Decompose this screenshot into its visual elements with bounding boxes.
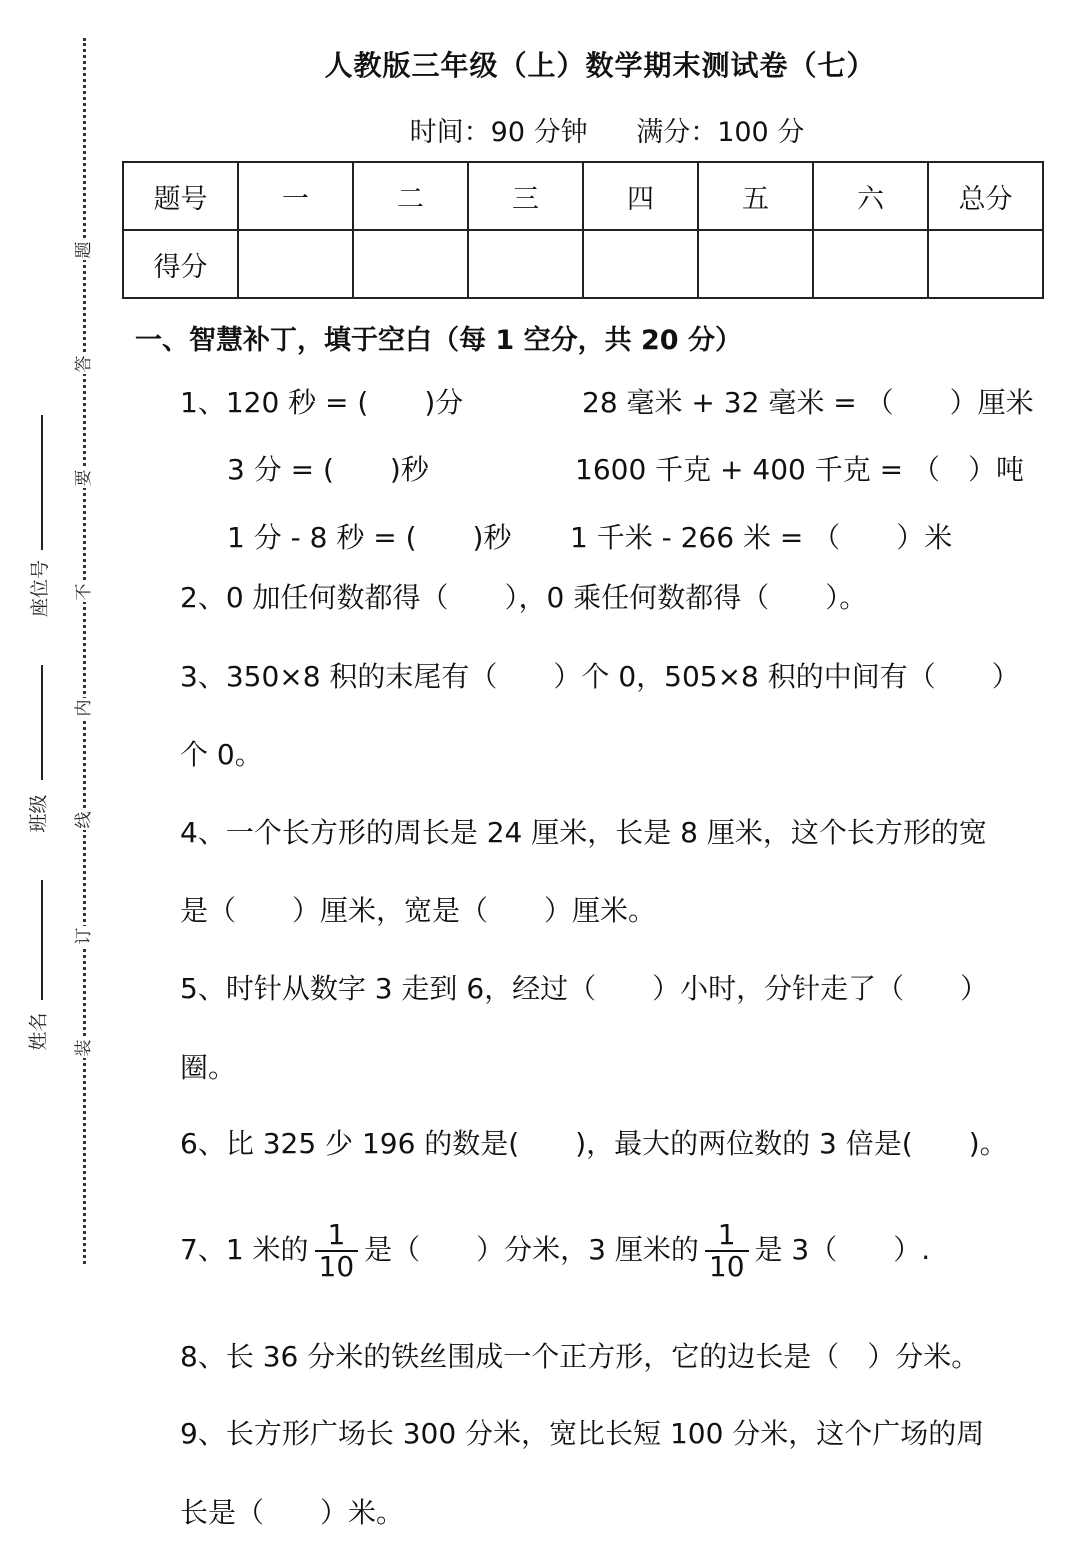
seal-char: 答 [74,355,94,373]
question-1e: 1 分 - 8 秒 = ( )秒 [227,521,512,554]
table-cell: 总分 [928,162,1043,230]
question-5-line-2: 圈。 [180,1051,237,1084]
full-score: 满分：100 分 [636,117,805,148]
question-7 [180,1220,930,1282]
score-cell[interactable] [698,230,813,298]
name-blank[interactable] [41,880,43,1000]
table-cell: 四 [583,162,698,230]
name-label: 姓名 [27,1012,50,1051]
score-table-header-row [123,162,1043,230]
exam-title: 人教版三年级（上）数学期末测试卷（七） [324,49,876,82]
seal-char: 装 [74,1039,94,1057]
question-1d: 1600 千克 + 400 千克 = （ ）吨 [575,453,1025,486]
question-6: 6、比 325 少 196 的数是( )，最大的两位数的 3 倍是( )。 [180,1127,1008,1160]
score-cell[interactable] [928,230,1043,298]
question-4-line-2: 是（ ）厘米，宽是（ ）厘米。 [180,894,657,927]
table-cell: 二 [353,162,468,230]
exam-info [0,110,1080,149]
question-8: 8、长 36 分米的铁丝围成一个正方形，它的边长是（ ）分米。 [180,1340,980,1373]
question-1f: 1 千米 - 266 米 = （ ）米 [570,521,953,554]
fraction-denominator: 10 [708,1250,745,1283]
score-table [122,161,1044,299]
question-1c: 3 分 = ( )秒 [227,453,429,486]
question-7-part-2: 是（ ）分米，3 厘米的 [364,1233,699,1266]
question-4-line-1: 4、一个长方形的周长是 24 厘米，长是 8 厘米，这个长方形的宽 [180,816,987,849]
seal-char: 内 [74,699,94,717]
fraction-denominator: 10 [318,1250,355,1283]
question-3-line-1: 3、350×8 积的末尾有（ ）个 0，505×8 积的中间有（ ） [180,660,1020,693]
seat-number-label: 座位号 [29,559,52,618]
table-cell: 六 [813,162,928,230]
question-3-line-2: 个 0。 [180,738,263,771]
fraction-one-tenth [315,1220,359,1282]
class-blank[interactable] [41,665,43,780]
score-cell[interactable] [583,230,698,298]
class-label: 班级 [27,794,50,833]
table-cell: 三 [468,162,583,230]
question-9-line-2: 长是（ ）米。 [180,1496,405,1529]
section-title: 一、智慧补丁，填于空白（每 1 空分，共 20 分） [135,325,742,356]
table-cell: 得分 [123,230,238,298]
question-9-line-1: 9、长方形广场长 300 分米，宽比长短 100 分米，这个广场的周 [180,1417,985,1450]
question-2: 2、0 加任何数都得（ ），0 乘任何数都得（ ）。 [180,581,868,614]
question-1a: 1、120 秒 = ( )分 [180,386,464,419]
question-1b: 28 毫米 + 32 毫米 = （ ）厘米 [582,386,1034,419]
score-cell[interactable] [468,230,583,298]
seal-char: 不 [74,583,94,601]
binding-dotted-line [83,38,86,1264]
fraction-numerator: 1 [315,1220,359,1252]
fraction-numerator: 1 [705,1220,749,1252]
seat-number-blank[interactable] [41,415,43,550]
question-5-line-1: 5、时针从数字 3 走到 6，经过（ ）小时，分针走了（ ） [180,972,989,1005]
seal-char: 线 [74,811,94,829]
fraction-one-tenth [705,1220,749,1282]
table-cell: 五 [698,162,813,230]
question-7-part-1: 7、1 米的 [180,1233,309,1266]
table-cell: 一 [238,162,353,230]
time-limit: 时间：90 分钟 [409,117,588,148]
question-7-part-3: 是 3（ ）. [754,1233,931,1266]
seal-char: 订 [74,927,94,945]
seal-char: 要 [74,469,94,487]
score-cell[interactable] [238,230,353,298]
score-cell[interactable] [353,230,468,298]
score-cell[interactable] [813,230,928,298]
score-table-score-row [123,230,1043,298]
seal-char: 题 [74,241,94,259]
table-cell: 题号 [123,162,238,230]
